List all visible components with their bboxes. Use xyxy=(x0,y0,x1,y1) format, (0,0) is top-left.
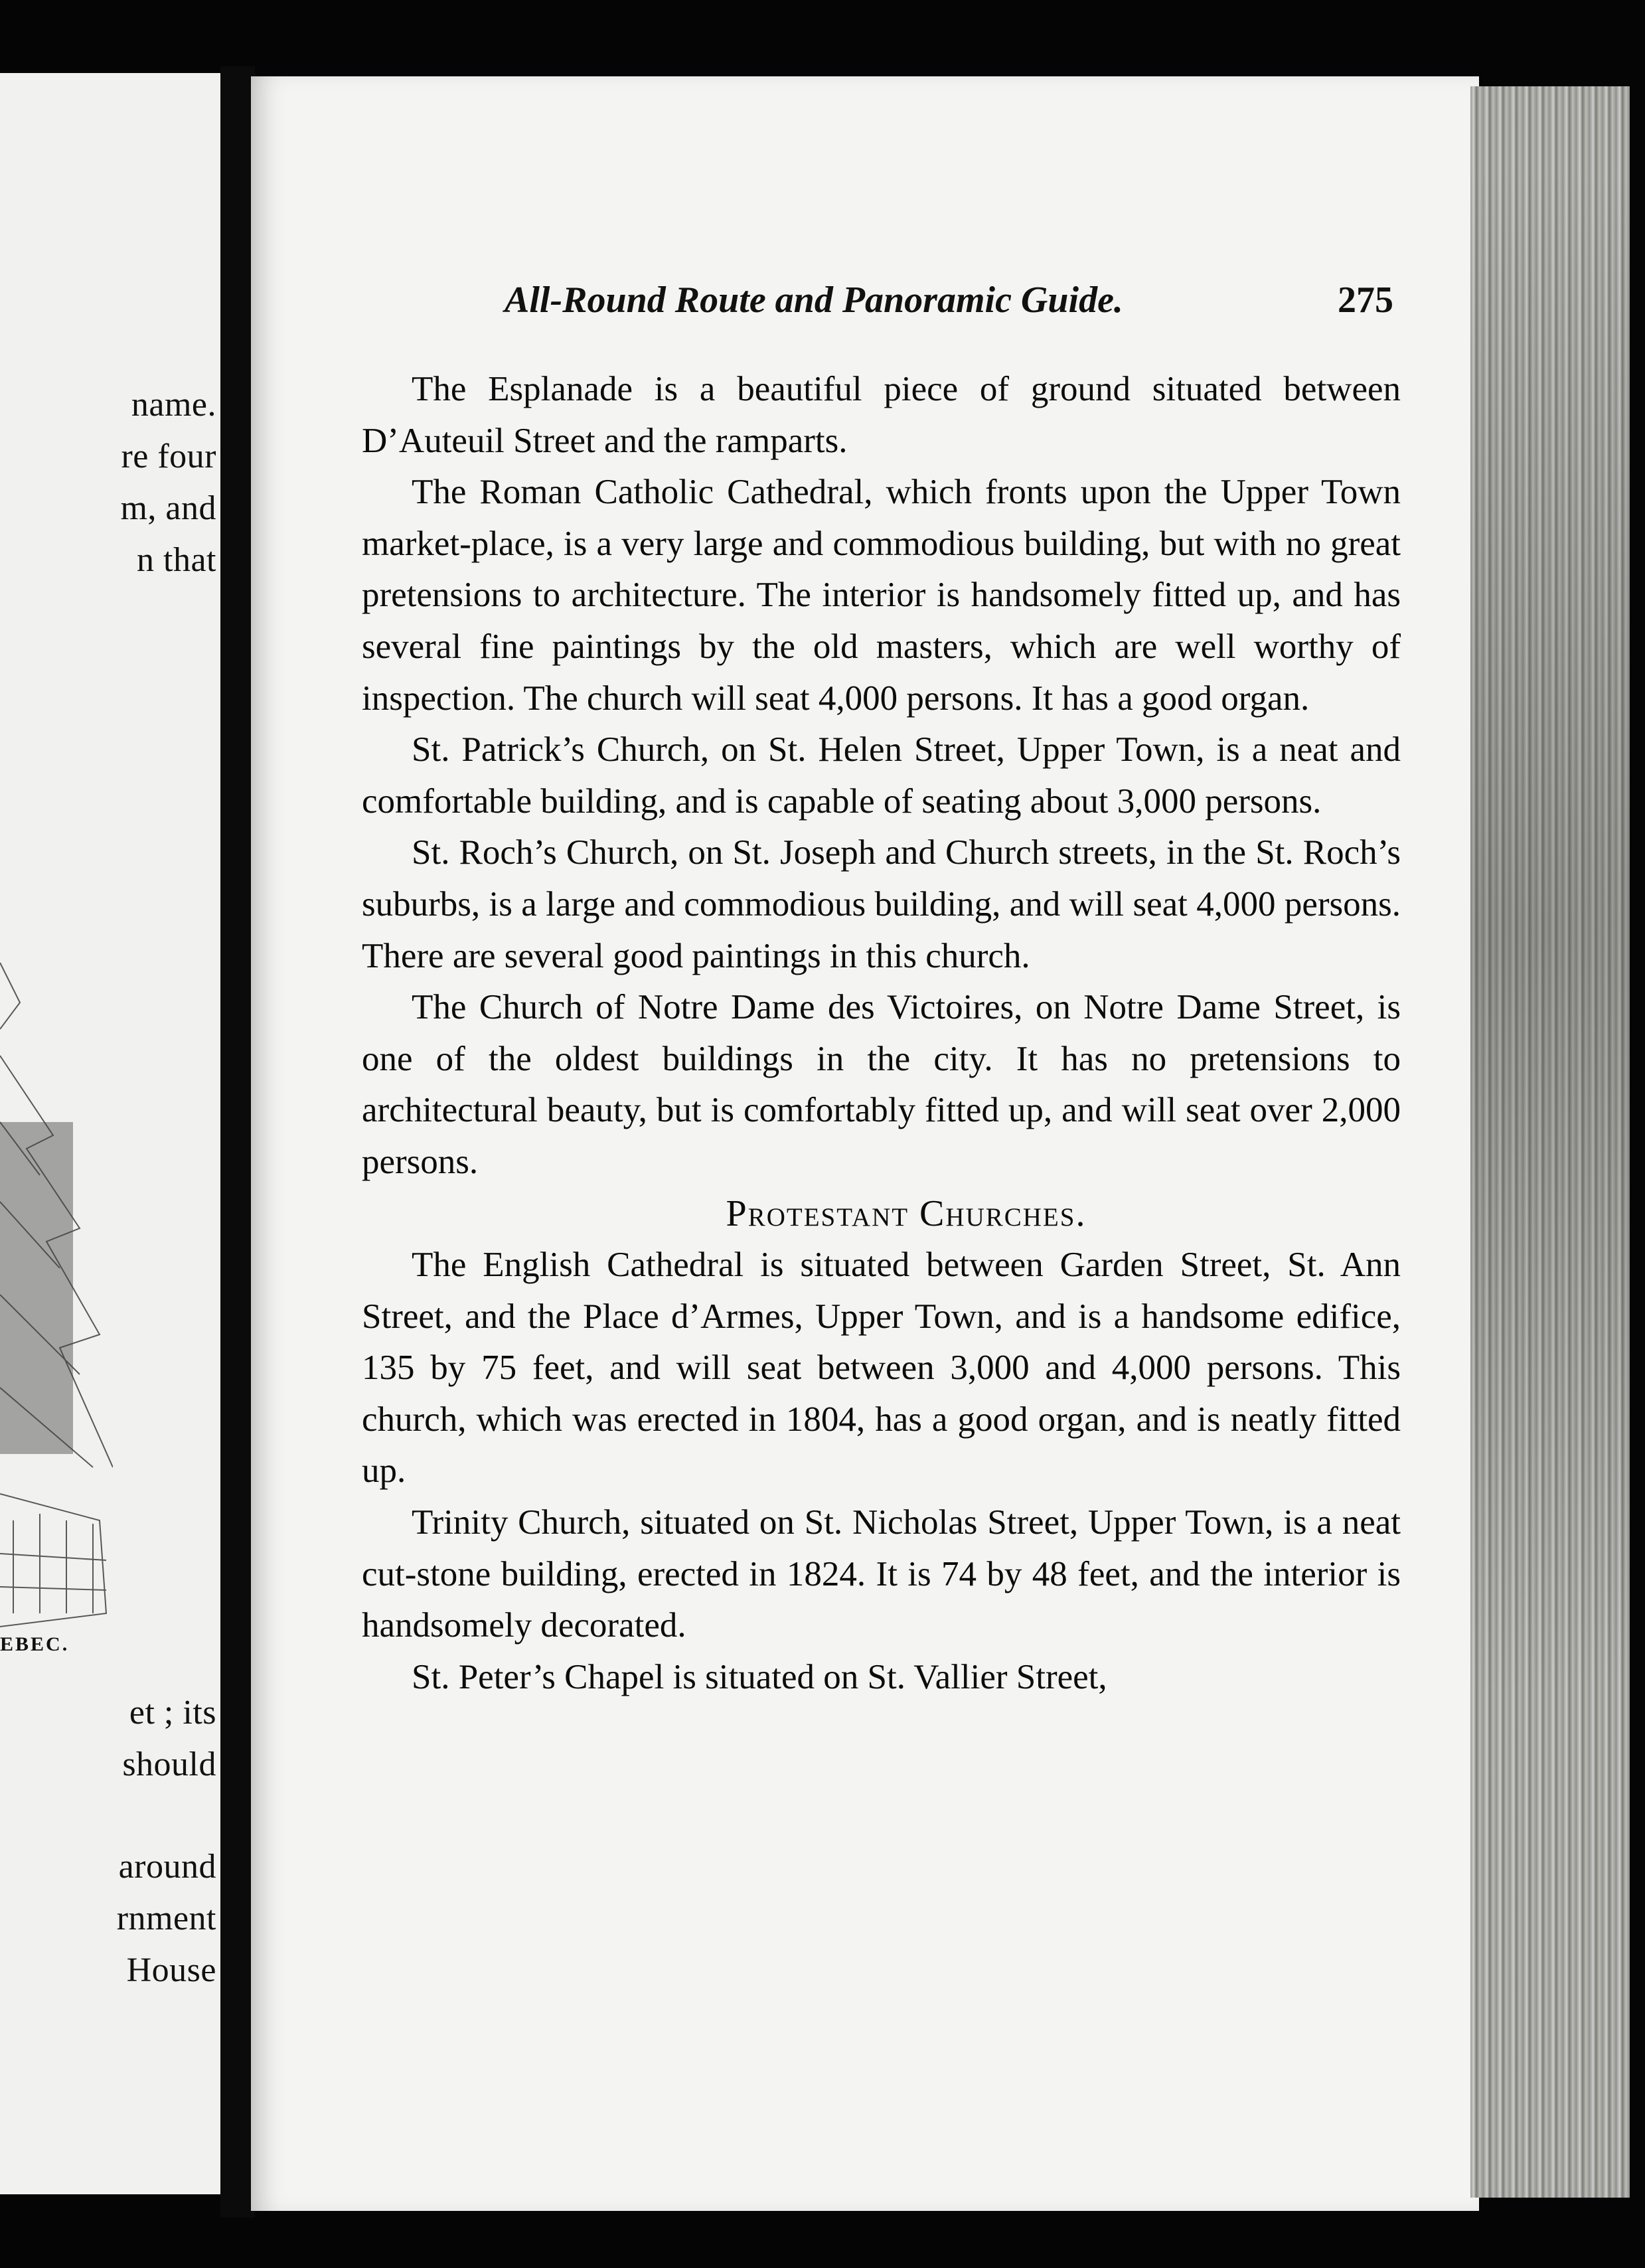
left-fragment: House xyxy=(126,1951,216,1989)
page-edge-stack xyxy=(1470,86,1630,2198)
left-caption: EBEC. xyxy=(0,1633,70,1655)
paragraph: St. Patrick’s Church, on St. Helen Street, Upper Town, is a neat and comfortable building, and is capable of seating about 3,000 persons. xyxy=(362,730,1401,821)
left-fragment: et ; its xyxy=(129,1694,216,1732)
paragraph: Trinity Church, situated on St. Nicholas Street, Upper Town, is a neat cut-stone building, erected in 1824. It is 74 by 48 feet, and the interior is handsomely decorated. xyxy=(362,1503,1401,1645)
paragraph: The Esplanade is a beautiful piece of ground situated between D’Auteuil Street and the ramparts. xyxy=(362,370,1401,460)
paragraph: The Church of Notre Dame des Victoires, on Notre Dame Street, is one of the oldest buildings in the city. It has no pretensions to architectural beauty, but is comfortably fitted up, and will seat over 2,000 persons. xyxy=(362,988,1401,1181)
left-fragment: n that xyxy=(137,541,216,579)
left-fragment: around xyxy=(118,1848,216,1886)
left-fragment: should xyxy=(122,1745,216,1783)
left-fragment: rnment xyxy=(116,1900,216,1937)
section-heading: Protestant Churches. xyxy=(726,1192,1087,1234)
left-page xyxy=(0,73,220,2194)
paragraph: St. Peter’s Chapel is situated on St. Vallier Street, xyxy=(412,1657,1107,1696)
paragraph: The Roman Catholic Cathedral, which fronts upon the Upper Town market-place, is a very large and commodious building, but with no great pretensions to architecture. The interior is handsomely fitted up, and has several fine paintings by the old masters, which are well worthy of inspection. The church will seat 4,000 persons. It has a good organ. xyxy=(362,473,1401,718)
book-gutter xyxy=(220,66,255,2218)
running-title: All-Round Route and Panoramic Guide. xyxy=(505,280,1123,321)
engraving-illustration xyxy=(0,923,113,1686)
left-fragment: re four xyxy=(121,438,216,475)
left-fragment: m, and xyxy=(120,489,216,527)
left-fragment: name. xyxy=(131,386,216,424)
page-number: 275 xyxy=(1338,280,1393,321)
paragraph: The English Cathedral is situated between Garden Street, St. Ann Street, and the Place d’Armes, Upper Town, and is a handsome edifice, 135 by 75 feet, and will seat between 3,000 and 4,000 persons. This church, which was erected in 1804, has a good organ, and is neatly fitted up. xyxy=(362,1246,1401,1491)
paragraph: St. Roch’s Church, on St. Joseph and Church streets, in the St. Roch’s suburbs, is a large and commodious building, and will seat 4,000 persons. There are several good paintings in this church. xyxy=(362,833,1401,975)
body-text xyxy=(362,364,1401,1703)
